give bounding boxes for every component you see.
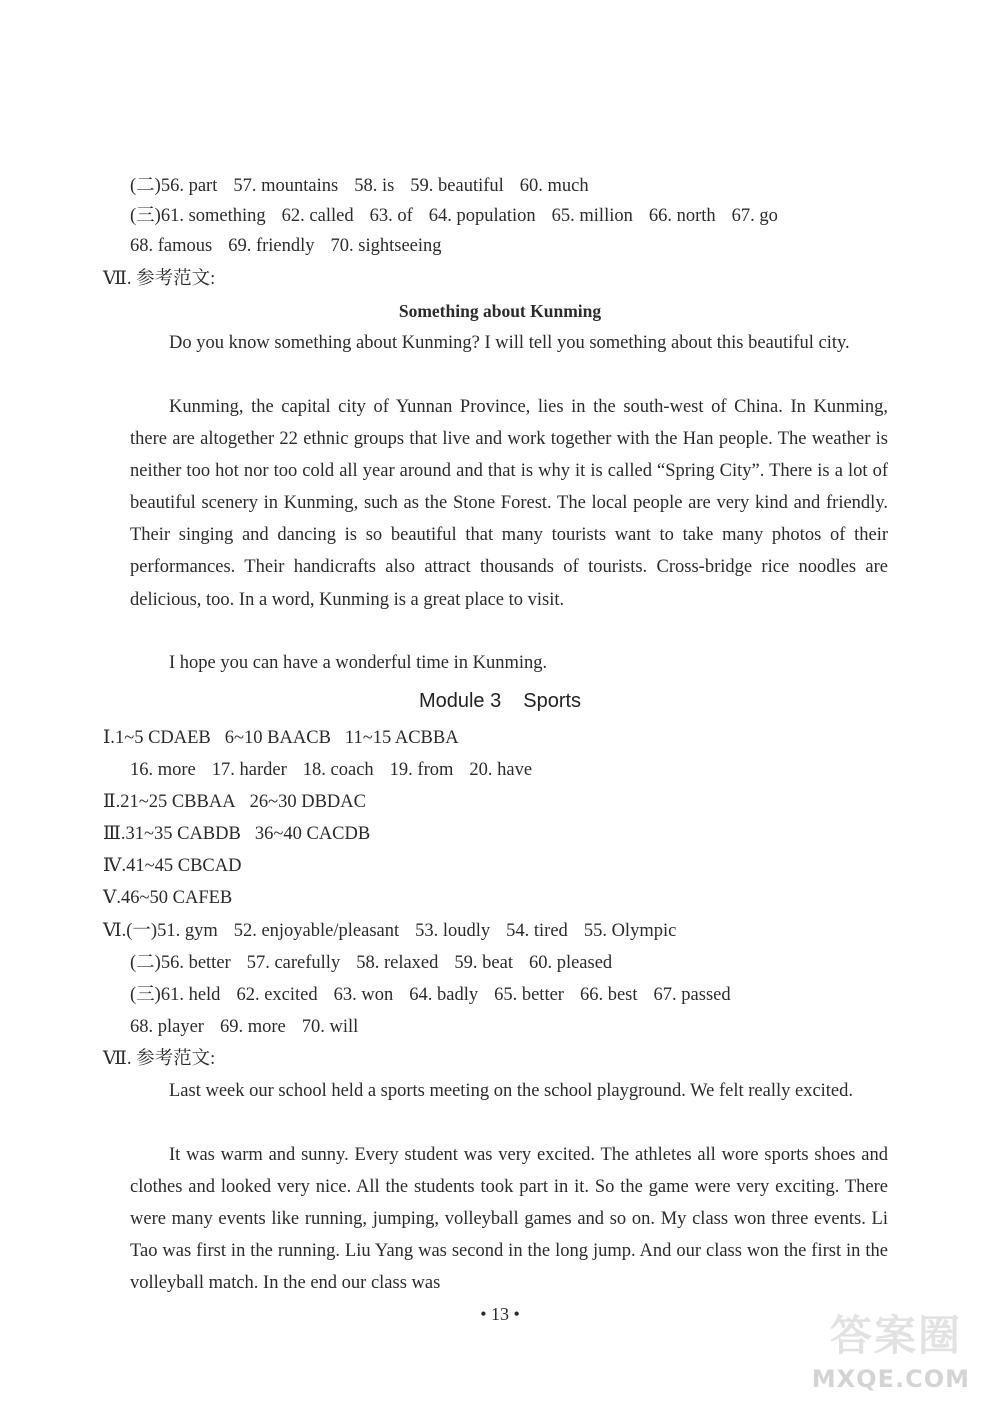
answer-line-s6-3-cont bbox=[130, 1011, 888, 1043]
answer-item: 68. player bbox=[130, 1017, 204, 1037]
answer-item: 67. passed bbox=[653, 985, 731, 1005]
answer-line-s5 bbox=[103, 882, 888, 914]
answer-line-s6-3 bbox=[130, 979, 888, 1011]
answer-item: 63. won bbox=[333, 985, 394, 1005]
answer-item: 66. north bbox=[648, 206, 716, 226]
answer-item: 56. part bbox=[160, 176, 218, 196]
section-label: Ⅲ. bbox=[103, 824, 126, 844]
answer-item: 61. something bbox=[160, 206, 266, 226]
section-label: Ⅳ. bbox=[103, 856, 127, 876]
section-label: Ⅵ. bbox=[103, 921, 127, 941]
answer-item: 70. sightseeing bbox=[330, 236, 442, 256]
module-title bbox=[0, 686, 1000, 716]
answer-item: 66. best bbox=[579, 985, 638, 1005]
essay-paragraph: Kunming, the capital city of Yunnan Province, lies in the south-west of China. In Kunming, there are altogether 22 ethnic groups that live and work together with the Han people. The weather is neither too hot nor too cold all year around and that is why it is called “Spring City”. There is a lot of beautiful scenery in Kunming, such as the Stone Forest. The local people are very kind and friendly. Their singing and dancing is so beautiful that many tourists want to take many photos of their performances. Their handicrafts also attract thousands of tourists. Cross-bridge rice noodles are delicious, too. In a word, Kunming is a great place to visit. bbox=[130, 397, 888, 610]
answer-line-sec3 bbox=[130, 200, 888, 232]
page-number: • 13 • bbox=[480, 1304, 520, 1324]
answer-item: 51. gym bbox=[157, 921, 218, 941]
watermark-logo bbox=[780, 1310, 980, 1405]
answer-item: 57. mountains bbox=[233, 176, 339, 196]
answer-line-s1 bbox=[103, 722, 888, 754]
answer-line-s6-2 bbox=[130, 947, 888, 979]
answer-item: 53. loudly bbox=[415, 921, 491, 941]
answer-item: 16. more bbox=[130, 760, 196, 780]
answer-item: 20. have bbox=[469, 760, 533, 780]
answer-line-s3 bbox=[103, 818, 888, 850]
answer-item: 64. badly bbox=[409, 985, 479, 1005]
answer-item: 67. go bbox=[731, 206, 778, 226]
answer-item: 65. better bbox=[494, 985, 564, 1005]
answer-item: 54. tired bbox=[506, 921, 568, 941]
answer-item: 68. famous bbox=[130, 236, 213, 256]
answer-item: 58. is bbox=[354, 176, 395, 196]
answer-item: 60. much bbox=[519, 176, 589, 196]
essay-title: Something about Kunming bbox=[398, 301, 602, 321]
answer-item: 58. relaxed bbox=[356, 953, 439, 973]
section-label: Ⅴ. bbox=[103, 888, 121, 908]
answer-group: 41~45 CBCAD bbox=[126, 856, 242, 876]
module-name: Sports bbox=[523, 690, 582, 712]
answer-line-sec2 bbox=[130, 170, 888, 202]
answer-group: 6~10 BAACB bbox=[224, 728, 331, 748]
essay-paragraph: I hope you can have a wonderful time in Kunming. bbox=[169, 653, 548, 673]
answer-item: 69. friendly bbox=[228, 236, 315, 256]
answer-line-sec3-cont bbox=[130, 230, 888, 262]
subsection-label: (三) bbox=[130, 985, 161, 1005]
answer-item: 17. harder bbox=[211, 760, 287, 780]
answer-group: 46~50 CAFEB bbox=[121, 888, 233, 908]
watermark-chars: 答案圈 bbox=[829, 1311, 962, 1360]
watermark-site: MXQE.COM bbox=[811, 1365, 970, 1393]
module-number: Module 3 bbox=[418, 690, 502, 712]
answer-item: 63. of bbox=[369, 206, 413, 226]
answer-group: 1~5 CDAEB bbox=[114, 728, 211, 748]
answer-item: 56. better bbox=[160, 953, 231, 973]
subsection-label: (二) bbox=[130, 953, 161, 973]
answer-item: 70. will bbox=[301, 1017, 359, 1037]
answer-group: 31~35 CABDB bbox=[125, 824, 241, 844]
answer-item: 64. population bbox=[428, 206, 536, 226]
answer-line-s2 bbox=[103, 786, 888, 818]
essay-paragraph: It was warm and sunny. Every student was very excited. The athletes all wore sports shoes and clothes and looked very nice. All the students took part in it. So the game were very exciting. There were many events like running, jumping, volleyball games and so on. My class won three events. Li Tao was first in the running. Liu Yang was second in the long jump. And our class won the first in the volleyball match. In the end our class was bbox=[130, 1145, 888, 1294]
answer-item: 61. held bbox=[160, 985, 221, 1005]
answer-group: 26~30 DBDAC bbox=[249, 792, 366, 812]
essay-paragraph: Last week our school held a sports meeting on the school playground. We felt really excited. bbox=[169, 1081, 854, 1101]
answer-item: 52. enjoyable/pleasant bbox=[233, 921, 400, 941]
answer-group: 36~40 CACDB bbox=[254, 824, 371, 844]
answer-item: 19. from bbox=[389, 760, 454, 780]
answer-item: 60. pleased bbox=[528, 953, 613, 973]
answer-item: 69. more bbox=[219, 1017, 286, 1037]
writing-heading: Ⅶ. 参考范文: bbox=[103, 269, 216, 289]
section-label: Ⅰ. bbox=[103, 728, 115, 748]
answer-line-s6-1 bbox=[103, 915, 888, 947]
answer-item: 55. Olympic bbox=[583, 921, 677, 941]
writing-heading: Ⅶ. 参考范文: bbox=[103, 1049, 216, 1069]
answer-group: 21~25 CBBAA bbox=[120, 792, 236, 812]
answer-item: 59. beat bbox=[454, 953, 513, 973]
answer-item: 57. carefully bbox=[246, 953, 341, 973]
answer-group: 11~15 ACBBA bbox=[344, 728, 459, 748]
answer-item: 62. called bbox=[281, 206, 354, 226]
answer-item: 65. million bbox=[551, 206, 633, 226]
answer-item: 18. coach bbox=[302, 760, 374, 780]
section-label: Ⅱ. bbox=[103, 792, 121, 812]
essay-paragraph: Do you know something about Kunming? I will tell you something about this beautiful city. bbox=[169, 333, 850, 353]
answer-line-s4 bbox=[103, 850, 888, 882]
section-label: (三) bbox=[130, 206, 161, 226]
answer-item: 62. excited bbox=[236, 985, 318, 1005]
answer-line-s1-cont bbox=[130, 754, 888, 786]
section-label: (二) bbox=[130, 176, 161, 196]
answer-item: 59. beautiful bbox=[410, 176, 504, 196]
subsection-label: (一) bbox=[126, 921, 158, 941]
